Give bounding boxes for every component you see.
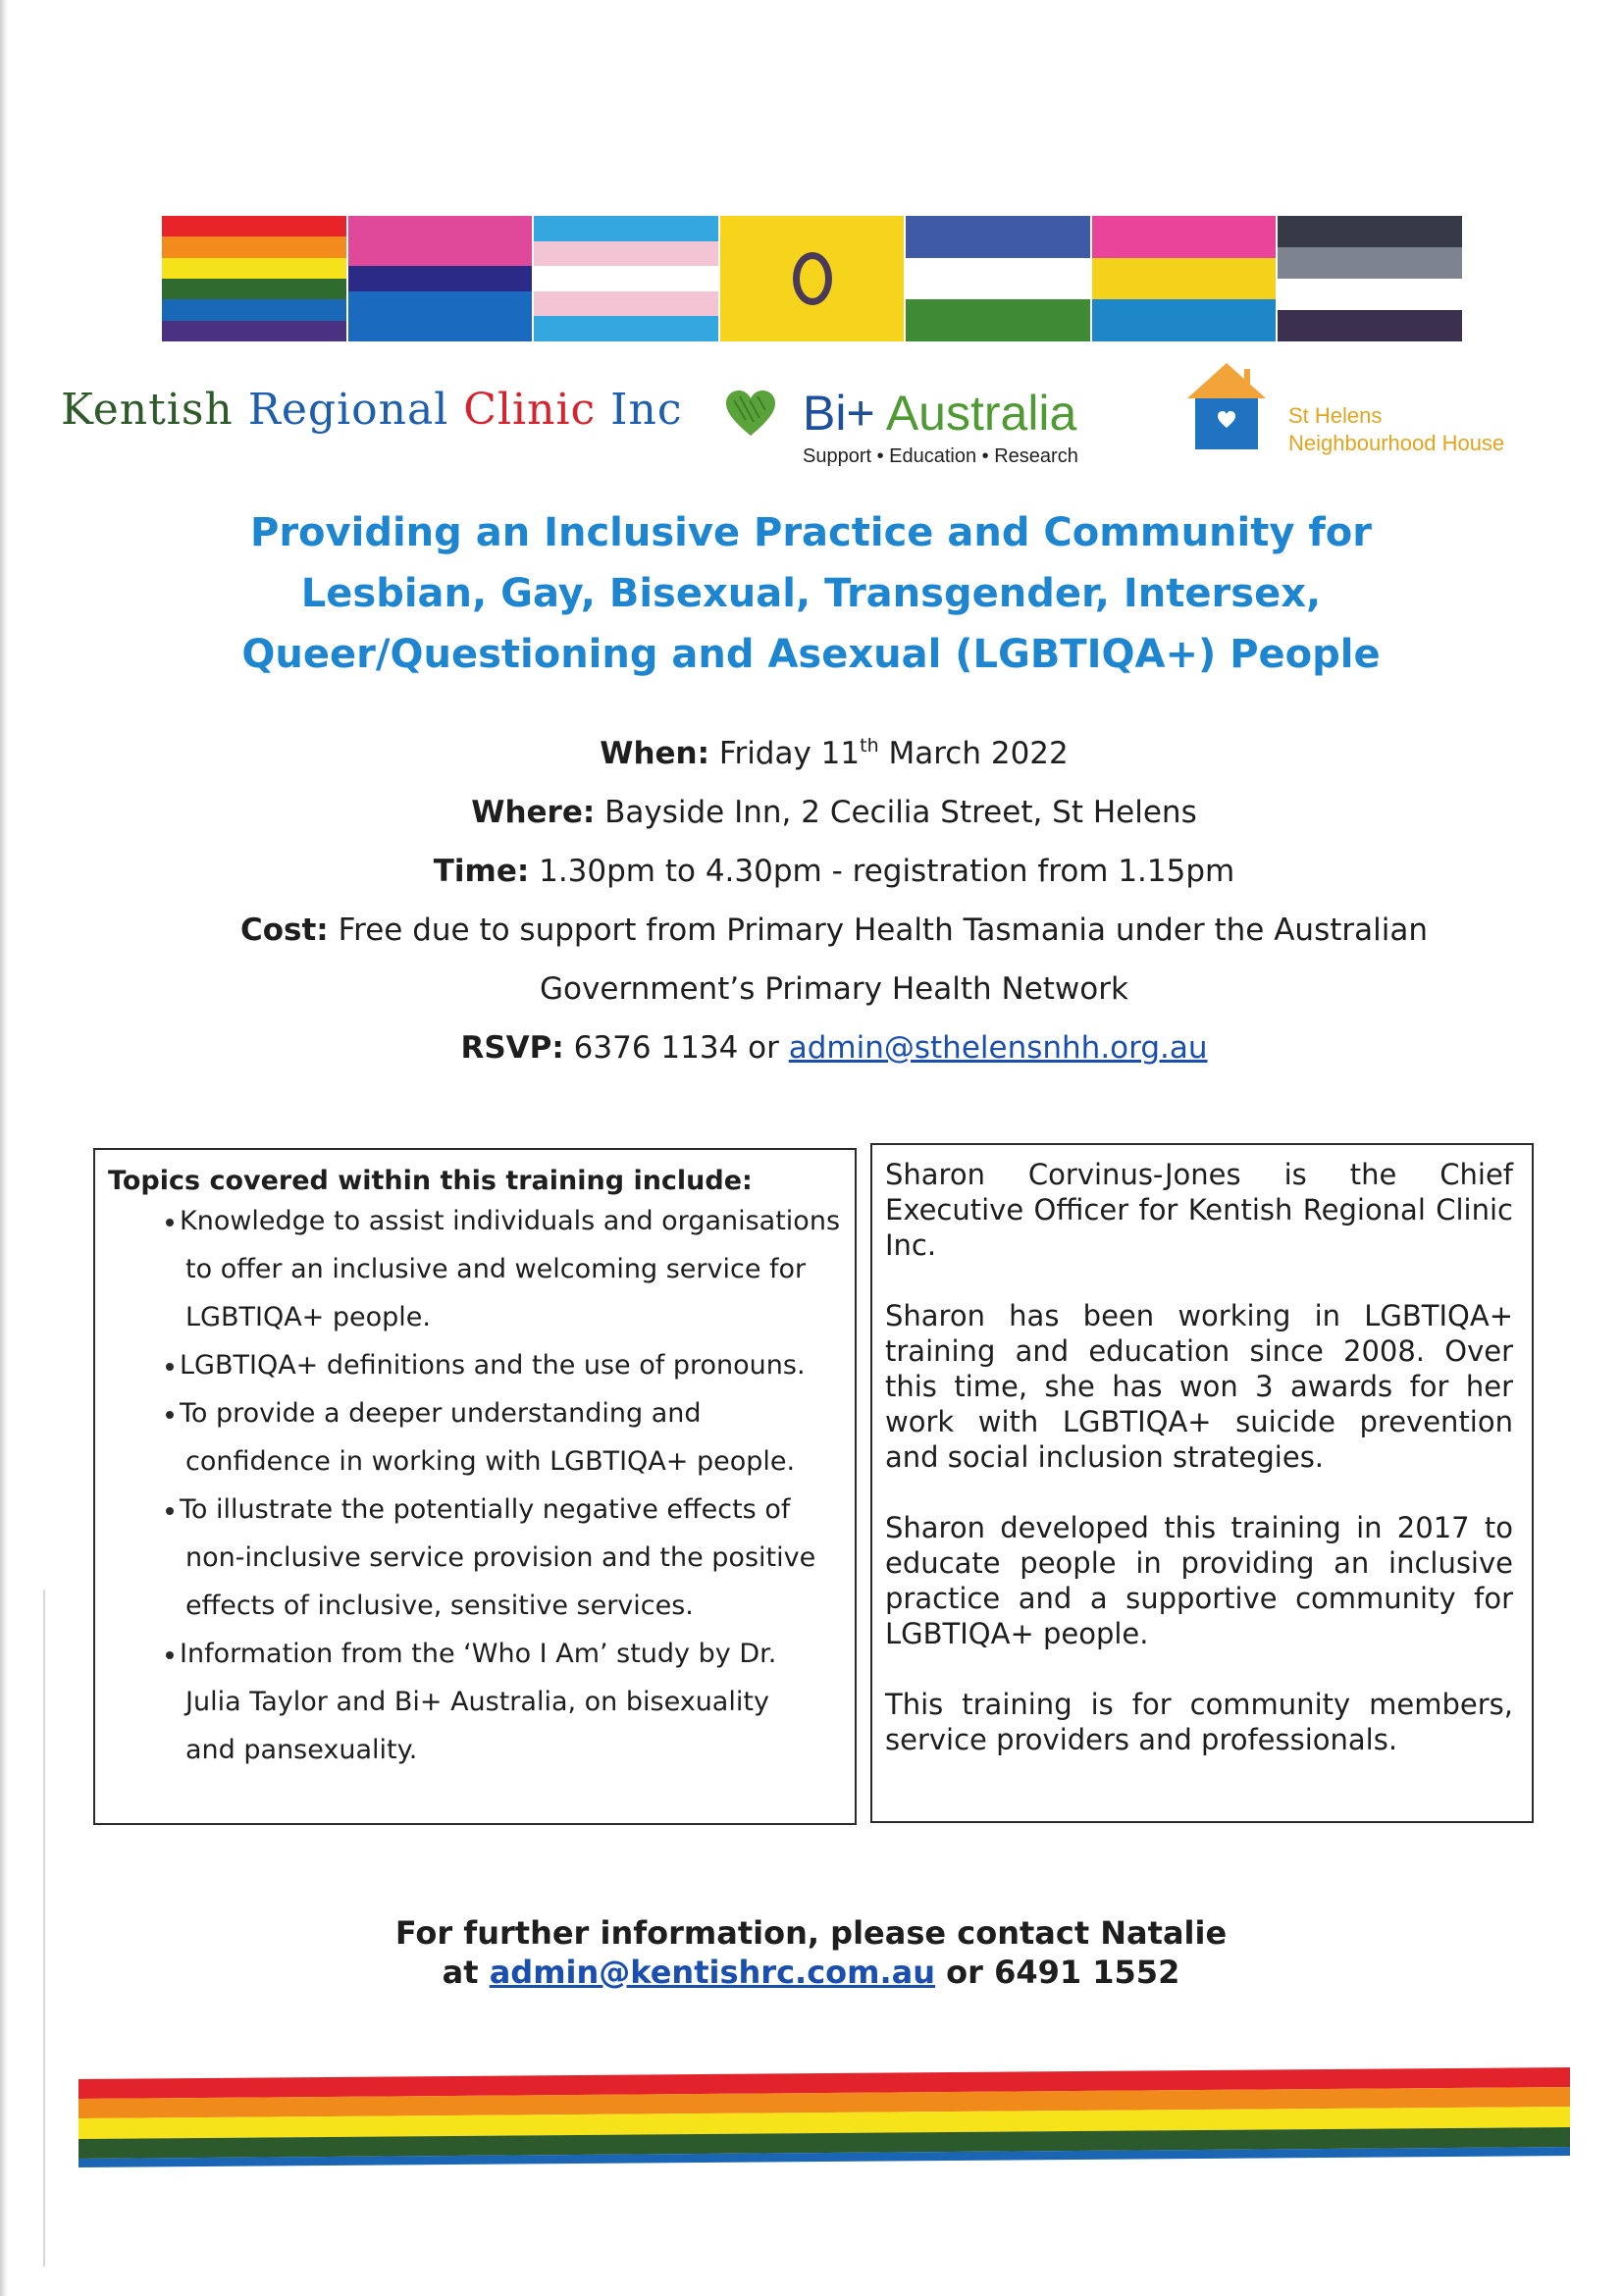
rsvp-email-link[interactable]: admin@sthelensnhh.org.au bbox=[788, 1030, 1208, 1066]
when-date: Friday 11 bbox=[718, 736, 861, 771]
logo-bi-plus: Bi+ bbox=[803, 386, 875, 441]
lesbian-flag bbox=[906, 216, 1090, 341]
title-line-2: Lesbian, Gay, Bisexual, Transgender, Intersex, bbox=[300, 571, 1322, 616]
flag-stripe bbox=[906, 216, 1090, 258]
asexual-flag bbox=[1278, 216, 1462, 341]
bio-paragraph: Sharon has been working in LGBTIQA+ training and education since 2008. Over this time, she has won 3 awards for her work with LGBTIQA+ suicide prevention and social inclusion strategies. bbox=[885, 1299, 1513, 1474]
flag-stripe bbox=[348, 241, 533, 267]
title-line-1: Providing an Inclusive Practice and Community for bbox=[250, 510, 1372, 555]
topics-heading: Topics covered within this training include: bbox=[108, 1166, 753, 1196]
flag-stripe bbox=[534, 266, 718, 291]
time-label: Time: bbox=[433, 854, 530, 889]
flag-stripe bbox=[162, 258, 346, 279]
topic-line: and pansexuality. bbox=[185, 1735, 418, 1765]
topic-item bbox=[95, 1389, 851, 1486]
st-helens-line2: Neighbourhood House bbox=[1288, 431, 1505, 455]
flag-stripe bbox=[348, 266, 533, 291]
topic-text bbox=[180, 1197, 841, 1341]
flag-stripe bbox=[906, 299, 1090, 341]
topic-text bbox=[180, 1630, 841, 1774]
topic-line: effects of inclusive, sensitive services. bbox=[185, 1591, 694, 1621]
flag-stripe bbox=[162, 236, 346, 257]
topic-line: Julia Taylor and Bi+ Australia, on bisexuality bbox=[185, 1687, 769, 1717]
event-details bbox=[196, 724, 1472, 1077]
bi-plus-australia-name bbox=[803, 385, 1076, 442]
further-info-contact bbox=[294, 1913, 1328, 1992]
logo-australia: Australia bbox=[885, 386, 1077, 441]
logo-word-regional: Regional bbox=[247, 385, 449, 435]
flag-stripe bbox=[348, 291, 533, 317]
topic-line: LGBTIQA+ people. bbox=[185, 1302, 431, 1332]
kentish-regional-clinic-logo bbox=[61, 385, 683, 435]
rsvp-label: RSVP: bbox=[460, 1030, 564, 1066]
scan-artifact bbox=[43, 1590, 45, 2267]
topics-list bbox=[95, 1197, 851, 1774]
bisexual-flag bbox=[348, 216, 533, 341]
bio-paragraph: Sharon Corvinus-Jones is the Chief Executive Officer for Kentish Regional Clinic Inc. bbox=[885, 1158, 1513, 1262]
flag-stripe bbox=[1092, 216, 1277, 258]
logo-word-inc: Inc bbox=[610, 385, 683, 435]
logo-word-kentish: Kentish bbox=[61, 385, 234, 435]
bullet-icon bbox=[166, 1411, 174, 1419]
flag-stripe bbox=[162, 299, 346, 320]
when-month-year: March 2022 bbox=[888, 736, 1069, 771]
flag-stripe bbox=[1278, 247, 1462, 279]
pansexual-flag bbox=[1092, 216, 1277, 341]
topic-text bbox=[180, 1486, 841, 1630]
bullet-icon bbox=[166, 1219, 174, 1226]
title-line-3: Queer/Questioning and Asexual (LGBTIQA+) People bbox=[241, 632, 1381, 677]
contact-email-link[interactable]: admin@kentishrc.com.au bbox=[489, 1954, 936, 1991]
topic-line: non-inclusive service provision and the positive bbox=[185, 1542, 816, 1573]
transgender-flag bbox=[534, 216, 718, 341]
flag-stripe bbox=[534, 291, 718, 317]
event-time bbox=[196, 842, 1472, 901]
presenter-bio-box bbox=[870, 1143, 1534, 1823]
flag-stripe bbox=[1092, 258, 1277, 300]
flag-stripe bbox=[162, 321, 346, 341]
flag-stripe bbox=[1092, 299, 1277, 341]
flag-stripe bbox=[162, 279, 346, 299]
rainbow-pride-flag bbox=[162, 216, 346, 341]
cost-value: Free due to support from Primary Health Tasmania under the Australian bbox=[338, 913, 1428, 948]
pride-flags-banner bbox=[162, 216, 1462, 341]
cost-label: Cost: bbox=[239, 913, 329, 948]
topic-line: To provide a deeper understanding and bbox=[180, 1398, 702, 1429]
contact-line-1: For further information, please contact Natalie bbox=[394, 1914, 1228, 1952]
partner-logos bbox=[0, 363, 1622, 471]
bullet-icon bbox=[166, 1363, 174, 1371]
flag-stripe bbox=[1278, 279, 1462, 310]
topic-item bbox=[95, 1630, 851, 1774]
bullet-icon bbox=[166, 1651, 174, 1659]
event-where bbox=[196, 783, 1472, 842]
when-label: When: bbox=[600, 736, 710, 771]
flag-stripe bbox=[348, 316, 533, 341]
flag-stripe bbox=[1278, 310, 1462, 341]
where-label: Where: bbox=[471, 795, 596, 830]
flag-stripe bbox=[534, 216, 718, 241]
rainbow-footer-banner bbox=[78, 2067, 1570, 2167]
intersex-ring-icon bbox=[793, 252, 832, 305]
flag-stripe bbox=[906, 258, 1090, 300]
topic-item bbox=[95, 1486, 851, 1630]
when-date-suffix: th bbox=[860, 735, 879, 757]
topic-line: Information from the ‘Who I Am’ study by Dr. bbox=[180, 1639, 777, 1669]
where-value: Bayside Inn, 2 Cecilia Street, St Helens bbox=[604, 795, 1197, 830]
st-helens-neighbourhood-house-logo bbox=[1187, 363, 1541, 471]
event-cost bbox=[196, 901, 1472, 960]
topic-item bbox=[95, 1341, 851, 1389]
presenter-bio bbox=[885, 1157, 1513, 1793]
topic-text bbox=[180, 1389, 841, 1486]
flag-stripe bbox=[534, 316, 718, 341]
contact-at: at bbox=[442, 1954, 479, 1991]
topic-line: LGBTIQA+ definitions and the use of pronouns. bbox=[180, 1350, 806, 1381]
time-value: 1.30pm to 4.30pm - registration from 1.15pm bbox=[539, 854, 1235, 889]
topic-line: Knowledge to assist individuals and organisations bbox=[180, 1206, 841, 1236]
bio-paragraph: This training is for community members, service providers and professionals. bbox=[885, 1688, 1513, 1756]
contact-line-2 bbox=[294, 1953, 1328, 1992]
cost-value-continued: Government’s Primary Health Network bbox=[540, 971, 1128, 1007]
scan-edge bbox=[0, 0, 8, 2296]
contact-phone: or 6491 1552 bbox=[946, 1954, 1180, 1991]
topic-line: to offer an inclusive and welcoming service for bbox=[185, 1254, 807, 1284]
house-icon bbox=[1187, 363, 1266, 451]
topics-box bbox=[93, 1148, 857, 1825]
flag-stripe bbox=[348, 216, 533, 241]
bullet-icon bbox=[166, 1507, 174, 1515]
flag-stripe bbox=[162, 216, 346, 236]
topic-text bbox=[180, 1341, 841, 1389]
flag-stripe bbox=[1278, 216, 1462, 247]
logo-word-clinic: Clinic bbox=[463, 385, 597, 435]
event-rsvp bbox=[196, 1018, 1472, 1077]
topic-line: confidence in working with LGBTIQA+ people. bbox=[185, 1446, 796, 1477]
page-title bbox=[147, 502, 1475, 685]
rsvp-phone: 6376 1134 or bbox=[573, 1030, 779, 1066]
green-heart-icon bbox=[726, 391, 775, 438]
st-helens-name bbox=[1288, 402, 1504, 457]
bi-plus-tagline: Support • Education • Research bbox=[803, 445, 1078, 467]
st-helens-line1: St Helens bbox=[1288, 403, 1383, 428]
flag-stripe bbox=[534, 241, 718, 267]
bi-plus-australia-logo bbox=[726, 385, 1109, 473]
topic-item bbox=[95, 1197, 851, 1341]
intersex-flag bbox=[720, 216, 905, 341]
topic-line: To illustrate the potentially negative effects of bbox=[180, 1494, 791, 1525]
bio-paragraph: Sharon developed this training in 2017 to educate people in providing an inclusive practice and a supportive community for LGBTIQA+ people. bbox=[885, 1511, 1513, 1650]
event-when bbox=[196, 724, 1472, 783]
event-cost-continued bbox=[196, 960, 1472, 1018]
